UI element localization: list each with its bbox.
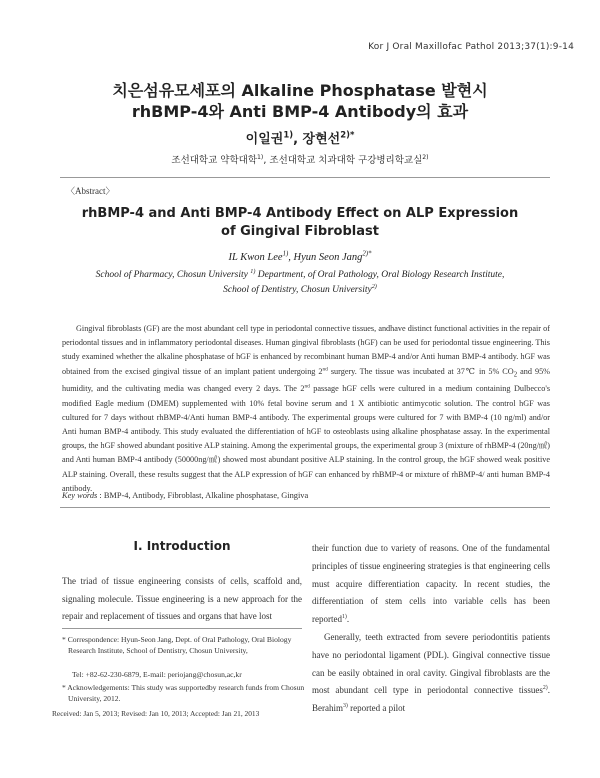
keywords-separator: : — [97, 491, 104, 500]
english-author-1: IL Kwon Lee — [228, 252, 283, 263]
korean-title-line1: 치은섬유모세포의 Alkaline Phosphatase 발현시 — [112, 81, 488, 100]
korean-affil-2-mark: 2) — [422, 153, 429, 161]
korean-affil-1: 조선대학교 약학대학 — [171, 155, 258, 166]
abstract-text-2: surgery. The tissue was incubated at 37℃ in 5% CO — [327, 366, 514, 376]
intro-right-ref-1: 1) — [341, 614, 347, 621]
english-affiliation — [40, 268, 560, 298]
korean-authors — [0, 128, 600, 147]
intro-right-ref-3: 3) — [343, 703, 348, 710]
english-author-separator: , — [288, 252, 294, 263]
keywords — [62, 491, 552, 500]
english-title-line1: rhBMP-4 and Anti BMP-4 Antibody Effect on ALP Expression — [81, 206, 519, 221]
intro-right-text-2b: . Berahim — [312, 685, 550, 714]
intro-right-text-2a: Generally, teeth extracted from severe periodontitis patients have no periodontal ligament (PDL). Gingival connective tissue can be easily obtained in oral cavity. Gingival fibroblasts are the most abundant cell type in periodontal connective tissues — [312, 631, 550, 696]
abstract-body — [62, 322, 550, 496]
english-affil-line1a: School of Pharmacy, Chosun University — [95, 270, 251, 280]
korean-title-line2: rhBMP-4와 Anti BMP-4 Antibody의 효과 — [131, 102, 469, 121]
english-author-2-mark: 2)* — [362, 250, 372, 258]
intro-right-paragraph-2 — [312, 629, 550, 718]
abstract-text-1: Gingival fibroblasts (GF) are the most abundant cell type in periodontal connective tissues, andhave distinct functional activities in the repair of periodontal tissues and in inflammatory periodontal diseases. Human gingival fibroblasts (hGF) can be used for periodontal tissue engineering. This study examined whether the alkaline phosphatase of hGF is enhanced by recombinant human BMP-4 and/or Anti human BMP-4 antibody. hGF was obtained from the excised gingival tissue of an implant patient undergoing 2 — [62, 324, 550, 376]
korean-author-2: 장현선 — [302, 132, 341, 147]
english-author-1-mark: 1) — [282, 250, 289, 258]
keywords-value: BMP-4, Antibody, Fibroblast, Alkaline phosphatase, Gingiva — [103, 491, 309, 500]
korean-affil-separator: , — [263, 155, 270, 166]
english-affil-mark-2: 2) — [371, 283, 377, 290]
journal-header: Kor J Oral Maxillofac Pathol 2013;37(1):9-14 — [368, 42, 574, 52]
english-affil-line1b: Department, of Oral Pathology, Oral Biology Research Institute, — [255, 270, 505, 280]
abstract-text-4: passage hGF cells were cultured in a medium containing Dulbecco's modified Eagle medium (DMEM) supplemented with 10% fetal bovine serum and 1 X antibiotic antimycotic solution. The control hGF was cultured for 7 days without rhBMP-4/Anti human BMP-4 antibody. The experimental groups were cultured for 7 with BMP-4 (10 ng/ml) and/or Anti human BMP-4 antibody. This study evaluated the differentiation of hGF to osteoblasts using alkaline phosphatase assay. In the experimental groups, the hGF showed abundant positive ALP staining. Among the experimental groups, the experimental group 3 (mixture of rhBMP-4 (20ng/㎖) and Anti human BMP-4 antibody (50000ng/㎖) showed most abundant positive ALP staining. In the control group, the hGF showed weak positive ALP staining. Overall, these results suggest that the ALP expression of hGF can enhanced by rhBMP-4 or mixture of rhBMP-4/ anti human BMP-4 antibody. — [62, 384, 550, 493]
divider-bottom — [60, 507, 550, 508]
english-author-2: Hyun Seon Jang — [293, 252, 363, 263]
abstract-sup-nd-1: nd — [322, 365, 328, 372]
footnote-contact: Tel: +82-62-230-6879, E-mail: periojang@chosun,ac,kr — [72, 670, 242, 679]
korean-affil-1-mark: 1) — [257, 153, 264, 161]
intro-right-column — [312, 540, 550, 718]
korean-affiliation — [0, 152, 600, 166]
intro-right-text-2c: reported a pilot — [347, 703, 406, 714]
abstract-sub-2: 2 — [513, 371, 518, 379]
english-title-line2: of Gingival Fibroblast — [221, 224, 379, 239]
korean-author-1: 이일권 — [245, 132, 284, 147]
korean-author-separator: , — [293, 132, 303, 147]
section-heading-introduction: Ⅰ. Introduction — [133, 539, 231, 553]
divider-top — [60, 177, 550, 178]
intro-right-text-1b: . — [346, 614, 350, 625]
footnote-divider — [62, 628, 302, 629]
intro-right-text-1a: their function due to variety of reasons. One of the fundamental principles of tissue engineering strategies is that engineering cells must acquire differentiation capacity. In recent studies, the differentiation of stem cells into variable cells has been reported — [312, 543, 550, 625]
abstract-sup-nd-2: nd — [304, 383, 310, 390]
english-authors — [0, 252, 600, 263]
intro-right-paragraph-1 — [312, 540, 550, 629]
korean-affil-2: 조선대학교 치과대학 구강병리학교실 — [269, 155, 423, 166]
footnote-correspondence: * Correspondence: Hyun-Seon Jang, Dept. of Oral Pathology, Oral Biology Research Institute, School of Dentistry, Chosun University, — [62, 635, 292, 655]
received-dates: Received: Jan 5, 2013; Revised: Jan 10, 2013; Accepted: Jan 21, 2013 — [52, 709, 260, 718]
abstract-text-3: and 95% humidity, and the cultivating media was changed every 2 days. The 2 — [62, 366, 550, 394]
korean-author-1-mark: 1) — [283, 129, 294, 140]
korean-author-2-mark: 2)* — [340, 129, 355, 140]
english-affil-mark-1: 1) — [250, 268, 256, 275]
footnote-acknowledgements: * Acknowledgements: This study was supportedby research funds from Chosun University, 2012. — [62, 683, 305, 703]
intro-right-ref-2: 2) — [542, 685, 548, 692]
english-affil-line2: School of Dentistry, Chosun University — [223, 285, 372, 295]
intro-left-paragraph: The triad of tissue engineering consists of cells, scaffold and, signaling molecule. Tissue engineering is a new approach for the repair and replacement of tissues and organs that have lost — [62, 576, 302, 621]
abstract-label: 〈Abstract〉 — [66, 186, 115, 196]
keywords-label: Key words — [62, 491, 98, 500]
